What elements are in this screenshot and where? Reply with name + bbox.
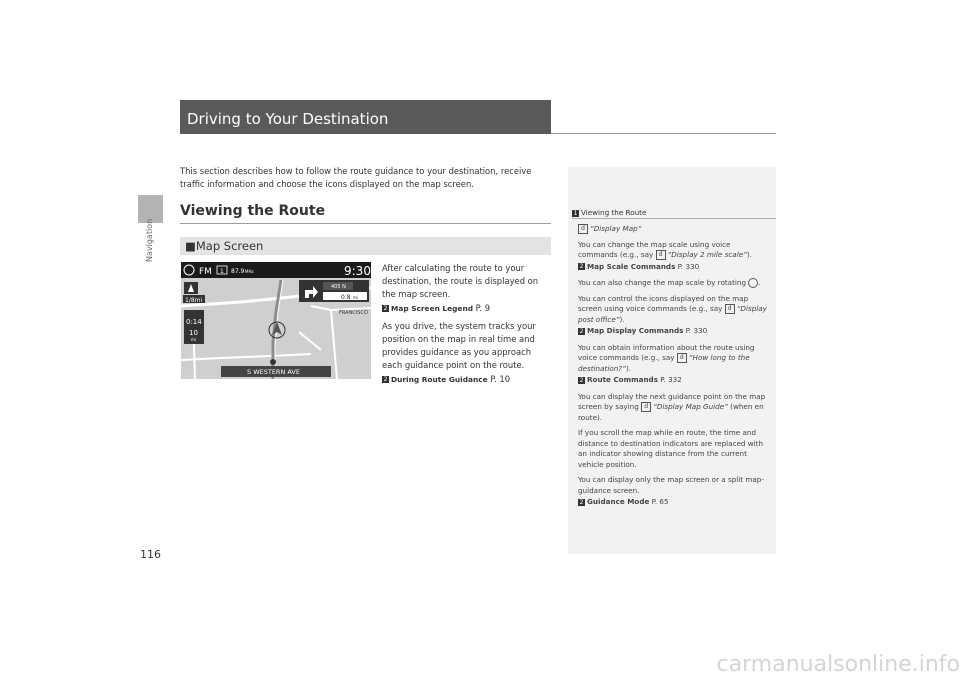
sidebar-paragraph: You can display only the map screen or a split map-guidance screen. bbox=[578, 475, 764, 495]
ref-page: P. 10 bbox=[490, 374, 511, 384]
mic-icon: d bbox=[656, 250, 666, 260]
cross-reference[interactable] bbox=[382, 302, 552, 315]
map-screen-image bbox=[181, 262, 371, 379]
sidebar-heading bbox=[572, 208, 646, 217]
current-street: S WESTERN AVE bbox=[247, 368, 300, 376]
sidebar-rule bbox=[572, 218, 776, 219]
ref-arrow-icon: 2 bbox=[579, 327, 584, 335]
eta-distance: 10 bbox=[189, 329, 198, 337]
subheading bbox=[185, 239, 263, 253]
next-distance: 0.8 bbox=[341, 294, 351, 301]
cross-reference[interactable]: 2 Route Commands P. 332 bbox=[579, 375, 682, 384]
page-title: Driving to Your Destination bbox=[187, 110, 389, 128]
side-label: Navigation bbox=[145, 218, 154, 262]
mic-icon: d bbox=[725, 304, 735, 314]
cross-reference[interactable]: 2 Guidance Mode P. 65 bbox=[579, 497, 669, 506]
sidebar-paragraph: You can display the next guidance point on the map screen by saying d “Display Map Guide” (when en route). bbox=[578, 391, 766, 422]
sidebar-paragraph: You can also change the map scale by rotating . bbox=[578, 278, 761, 287]
ref-title: During Route Guidance bbox=[391, 375, 488, 384]
sidebar-paragraph: You can change the map scale using voice commands (e.g., say d “Display 2 mile scale”). bbox=[578, 239, 752, 259]
section-heading: Viewing the Route bbox=[180, 203, 326, 219]
note-marker-icon: 1 bbox=[573, 209, 578, 217]
body-paragraph: After calculating the route to your destination, the route is displayed on the map screen. bbox=[382, 263, 539, 299]
mic-icon: d bbox=[677, 353, 687, 363]
mic-icon: d bbox=[641, 402, 651, 412]
sidebar-paragraph: You can control the icons displayed on the map screen using voice commands (e.g., say d “Display post office”). bbox=[578, 293, 767, 324]
cross-reference[interactable]: 2 Map Display Commands P. 330 bbox=[579, 326, 708, 335]
audio-source: FM bbox=[199, 267, 212, 277]
ref-arrow-icon: 2 bbox=[579, 376, 584, 384]
eta-time: 0:14 bbox=[186, 318, 202, 326]
sidebar-paragraph: You can obtain information about the route using voice commands (e.g., say d “How long to the destination?”). bbox=[578, 342, 755, 373]
sidebar-body bbox=[578, 224, 768, 514]
sidebar-heading-text: Viewing the Route bbox=[581, 208, 647, 217]
ref-arrow-icon: 2 bbox=[579, 498, 584, 506]
cross-reference[interactable] bbox=[382, 373, 552, 386]
watermark: carmanualsonline.info bbox=[716, 652, 960, 677]
subheading-marker: ■ bbox=[185, 239, 196, 253]
ref-arrow-icon: 2 bbox=[383, 376, 388, 383]
radio-frequency: 87.9 bbox=[231, 268, 245, 275]
voice-command bbox=[578, 224, 768, 235]
map-scale: 1/8mi bbox=[185, 297, 203, 304]
mic-icon: d bbox=[578, 224, 588, 234]
preset-number: 1 bbox=[220, 268, 224, 275]
intro-paragraph: This section describes how to follow the route guidance to your destination, receive traffic information and choose the icons displayed on the map screen. bbox=[180, 166, 532, 189]
section-rule bbox=[180, 223, 551, 224]
radio-frequency-unit: MHz bbox=[245, 269, 254, 274]
title-rule bbox=[551, 133, 776, 134]
ref-arrow-icon: 2 bbox=[579, 263, 584, 270]
knob-icon bbox=[748, 278, 758, 288]
page-number: 116 bbox=[140, 548, 161, 561]
ref-page: P. 9 bbox=[475, 303, 491, 313]
subheading-text: Map Screen bbox=[195, 239, 264, 253]
eta-unit: mi bbox=[191, 337, 197, 342]
clock: 9:30 bbox=[344, 264, 371, 278]
ref-arrow-icon: 2 bbox=[383, 305, 388, 312]
route-point-icon bbox=[270, 359, 276, 365]
body-column bbox=[382, 262, 552, 391]
sidebar-paragraph: If you scroll the map while en route, the time and distance to destination indicators are replaced with an indicator showing distance from the current vehicle position. bbox=[578, 428, 764, 469]
next-distance-unit: mi bbox=[353, 295, 359, 300]
body-paragraph: As you drive, the system tracks your position on the map in real time and provides guidance as you approach each guidance point on the route. bbox=[382, 321, 536, 370]
ref-title: Map Screen Legend bbox=[391, 304, 473, 313]
command-display-map: “Display Map” bbox=[590, 224, 642, 233]
cross-reference[interactable]: 2 Map Scale Commands P. 330 bbox=[579, 261, 700, 271]
next-road: 405 N bbox=[331, 284, 346, 290]
street-label: FRANCISCO bbox=[339, 310, 368, 316]
